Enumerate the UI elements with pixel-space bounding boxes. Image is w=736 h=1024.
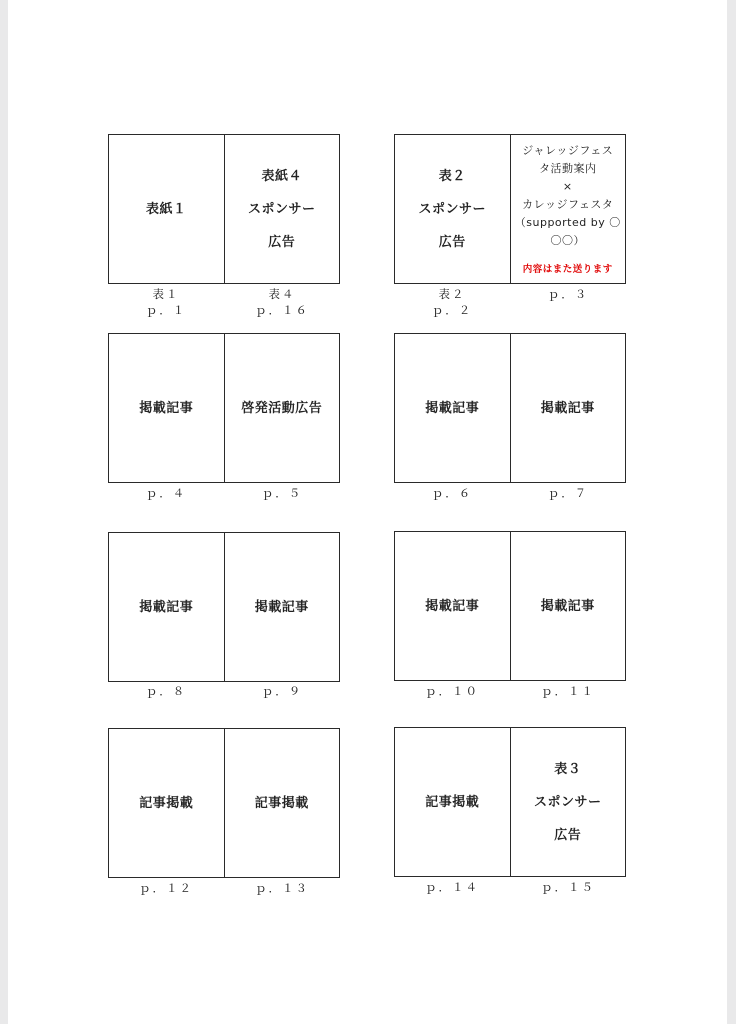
page-text: 記事掲載 [254, 795, 309, 811]
page-text: 広告 [268, 234, 296, 250]
red-note: 内容はまた送ります [522, 264, 613, 275]
page-text: 広告 [554, 827, 582, 843]
page-text: スポンサー [533, 794, 602, 810]
page-number: ｐ．１１ [541, 684, 595, 698]
page-label: 表４ [268, 287, 296, 301]
page-number: ｐ．４ [145, 486, 187, 500]
page-text: 広告 [438, 234, 466, 250]
page-labels [394, 879, 626, 895]
page-text: 掲載記事 [139, 599, 194, 615]
page-box [510, 135, 626, 283]
page-box [224, 533, 340, 681]
page-spread [394, 333, 626, 483]
page-labels [394, 485, 626, 501]
page-labels [394, 286, 626, 318]
page-text: 表３ [554, 761, 582, 777]
page-number: ｐ．１３ [255, 881, 309, 895]
page-text: 掲載記事 [139, 400, 194, 416]
page-number: ｐ．１６ [255, 303, 309, 317]
page-number: ｐ．１ [145, 303, 187, 317]
page-labels [394, 683, 626, 699]
page-number: ｐ．６ [431, 486, 473, 500]
page-spread [108, 333, 340, 483]
page-label: 表２ [438, 287, 466, 301]
page-label: 表１ [152, 287, 180, 301]
page-text: 掲載記事 [540, 400, 595, 416]
page-spread [394, 727, 626, 877]
page-text: 表２ [438, 168, 466, 184]
page-labels [108, 880, 340, 896]
page-number: ｐ．７ [547, 486, 589, 500]
page-box [395, 135, 510, 283]
page-labels [108, 485, 340, 501]
page-spread [108, 532, 340, 682]
page-text: 表紙４ [261, 168, 302, 184]
page-text: 掲載記事 [540, 598, 595, 614]
page-box [224, 135, 340, 283]
page-box [395, 728, 510, 876]
page-number: ｐ．１０ [425, 684, 479, 698]
page-text: タ活動案内 [539, 162, 597, 175]
page-spread [108, 134, 340, 284]
page-box [109, 135, 224, 283]
page-text: 表紙１ [145, 201, 187, 217]
page-text: 掲載記事 [425, 400, 480, 416]
page-box [510, 532, 626, 680]
page-text: カレッジフェスタ [522, 198, 614, 211]
page-box [224, 729, 340, 877]
page-labels [108, 683, 340, 699]
page-text: ジャレッジフェス [522, 144, 614, 157]
page-number: ｐ．１２ [139, 881, 193, 895]
page-number: ｐ．１４ [425, 880, 479, 894]
page-text: スポンサー [247, 201, 316, 217]
page-text: 掲載記事 [425, 598, 480, 614]
page-text: × [562, 180, 573, 193]
page-spread [394, 134, 626, 284]
page-box [395, 334, 510, 482]
page-box [510, 334, 626, 482]
page-number: ｐ．５ [261, 486, 303, 500]
document-page [8, 0, 727, 1024]
page-text: 記事掲載 [425, 794, 480, 810]
page-spread [108, 728, 340, 878]
page-box [510, 728, 626, 876]
page-box [109, 533, 224, 681]
page-number: ｐ．３ [547, 287, 589, 301]
page-text: 啓発活動広告 [241, 400, 323, 416]
page-box [224, 334, 340, 482]
page-box [395, 532, 510, 680]
page-spread [394, 531, 626, 681]
page-text: 〇〇） [550, 234, 585, 247]
page-number: ｐ．９ [261, 684, 303, 698]
page-labels [108, 286, 340, 318]
page-text: 掲載記事 [254, 599, 309, 615]
page-number: ｐ．８ [145, 684, 187, 698]
page-box [109, 334, 224, 482]
page-number: ｐ．２ [431, 303, 473, 317]
page-text: （supported by 〇 [514, 216, 621, 229]
page-number: ｐ．１５ [541, 880, 595, 894]
page-box [109, 729, 224, 877]
page-text: 記事掲載 [139, 795, 194, 811]
page-text: スポンサー [418, 201, 486, 217]
